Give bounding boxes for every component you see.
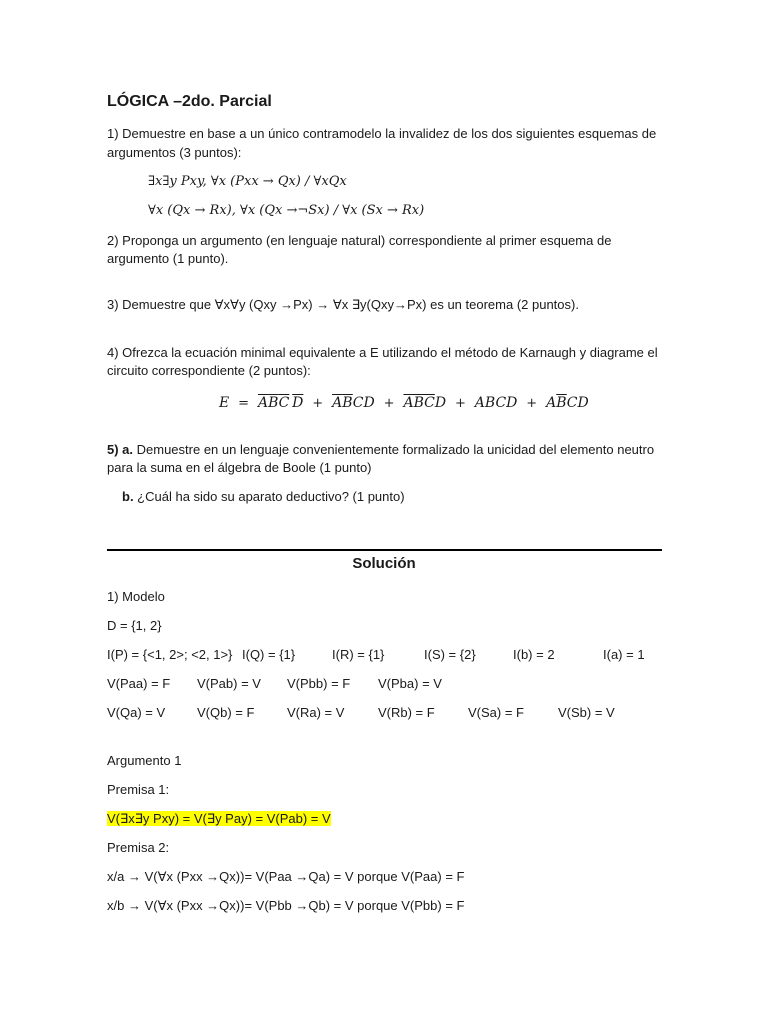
- q5b-line: [122, 488, 405, 506]
- q5a-line2: para la suma en el álgebra de Boole (1 punto): [107, 460, 372, 475]
- q2-line1: 2) Proponga un argumento (en lenguaje natural) correspondiente al primer esquema de: [107, 233, 612, 248]
- karnaugh-equation: [219, 394, 589, 413]
- page-title: LÓGICA –2do. Parcial: [107, 93, 272, 110]
- q5b-label: b.: [122, 489, 134, 504]
- val-rb: V(Rb) = F: [378, 705, 435, 720]
- interp-r: I(R) = {1}: [332, 647, 385, 662]
- argumento-heading: Argumento 1: [107, 753, 182, 768]
- premisa1-line: [107, 810, 331, 828]
- equation-plus: +: [383, 396, 395, 411]
- q4-line1: 4) Ofrezca la ecuación minimal equivalente a E utilizando el método de Karnaugh y diagrame el: [107, 345, 658, 360]
- equation-term-4: ABCD: [474, 395, 518, 411]
- q1-text-line2: argumentos (3 puntos):: [107, 145, 242, 160]
- val-qa: V(Qa) = V: [107, 705, 166, 720]
- q5a-label: 5) a.: [107, 442, 134, 457]
- q5b-text: ¿Cuál ha sido su aparato deductivo? (1 punto): [133, 489, 405, 504]
- q5a-text: Demuestre en un lenguaje convenientemente formalizado la unicidad del elemento neutro: [133, 442, 655, 457]
- solution-heading: Solución: [352, 555, 416, 572]
- val-pbb: V(Pbb) = F: [287, 676, 351, 691]
- val-paa: V(Paa) = F: [107, 676, 171, 691]
- equation-equals: =: [238, 396, 250, 411]
- val-sa: V(Sa) = F: [468, 705, 524, 720]
- premisa2-label: Premisa 2:: [107, 840, 170, 855]
- interp-p: I(P) = {<1, 2>; <2, 1>}: [107, 647, 233, 662]
- equation-plus: +: [526, 396, 538, 411]
- q1-text-line1: 1) Demuestre en base a un único contramodelo la invalidez de los dos siguientes esquemas de: [107, 126, 657, 141]
- equation-term-1: $\overline{A}\overline{B}\overline{C}$ $\overline{D}$: [257, 395, 304, 411]
- q3-text: 3) Demuestre que ∀x∀y (Qxy →Px) → ∀x ∃y(Qxy→Px) es un teorema (2 puntos).: [107, 297, 579, 312]
- interp-a: I(a) = 1: [603, 647, 645, 662]
- val-pba: V(Pba) = V: [378, 676, 442, 691]
- premisa2-line2: x/b → V(∀x (Pxx →Qx))= V(Pbb →Qb) = V porque V(Pbb) = F: [107, 898, 465, 913]
- solution-modelo: 1) Modelo: [107, 589, 165, 604]
- q4-line2: circuito correspondiente (2 puntos):: [107, 363, 311, 378]
- val-pab: V(Pab) = V: [197, 676, 261, 691]
- val-sb: V(Sb) = V: [558, 705, 615, 720]
- equation-plus: +: [312, 396, 324, 411]
- q2-line2: argumento (1 punto).: [107, 251, 229, 266]
- premisa2-line1: x/a → V(∀x (Pxx →Qx))= V(Paa →Qa) = V porque V(Paa) = F: [107, 869, 465, 884]
- equation-plus: +: [454, 396, 466, 411]
- highlighted-formula: V(∃x∃y Pxy) = V(∃y Pay) = V(Pab) = V: [107, 811, 331, 826]
- equation-term-3: $\overline{ABC}D$: [403, 395, 447, 411]
- q1-schema-1: ∃x∃y Pxy, ∀x (Pxx → Qx) / ∀xQx: [148, 174, 347, 189]
- premisa1-label: Premisa 1:: [107, 782, 170, 797]
- equation-term-2: $\overline{A}\overline{B}CD$: [332, 395, 375, 411]
- solution-domain: D = {1, 2}: [107, 618, 162, 633]
- equation-term-5: $A\overline{B}CD$: [546, 395, 589, 411]
- interp-q: I(Q) = {1}: [242, 647, 296, 662]
- val-qb: V(Qb) = F: [197, 705, 255, 720]
- val-ra: V(Ra) = V: [287, 705, 345, 720]
- q1-schema-2: ∀x (Qx → Rx), ∀x (Qx →¬Sx) / ∀x (Sx → Rx): [148, 203, 425, 218]
- interp-b: I(b) = 2: [513, 647, 555, 662]
- equation-lhs: E: [219, 395, 230, 411]
- section-divider: [107, 549, 662, 551]
- interp-s: I(S) = {2}: [424, 647, 476, 662]
- q5a-line1: [107, 441, 654, 459]
